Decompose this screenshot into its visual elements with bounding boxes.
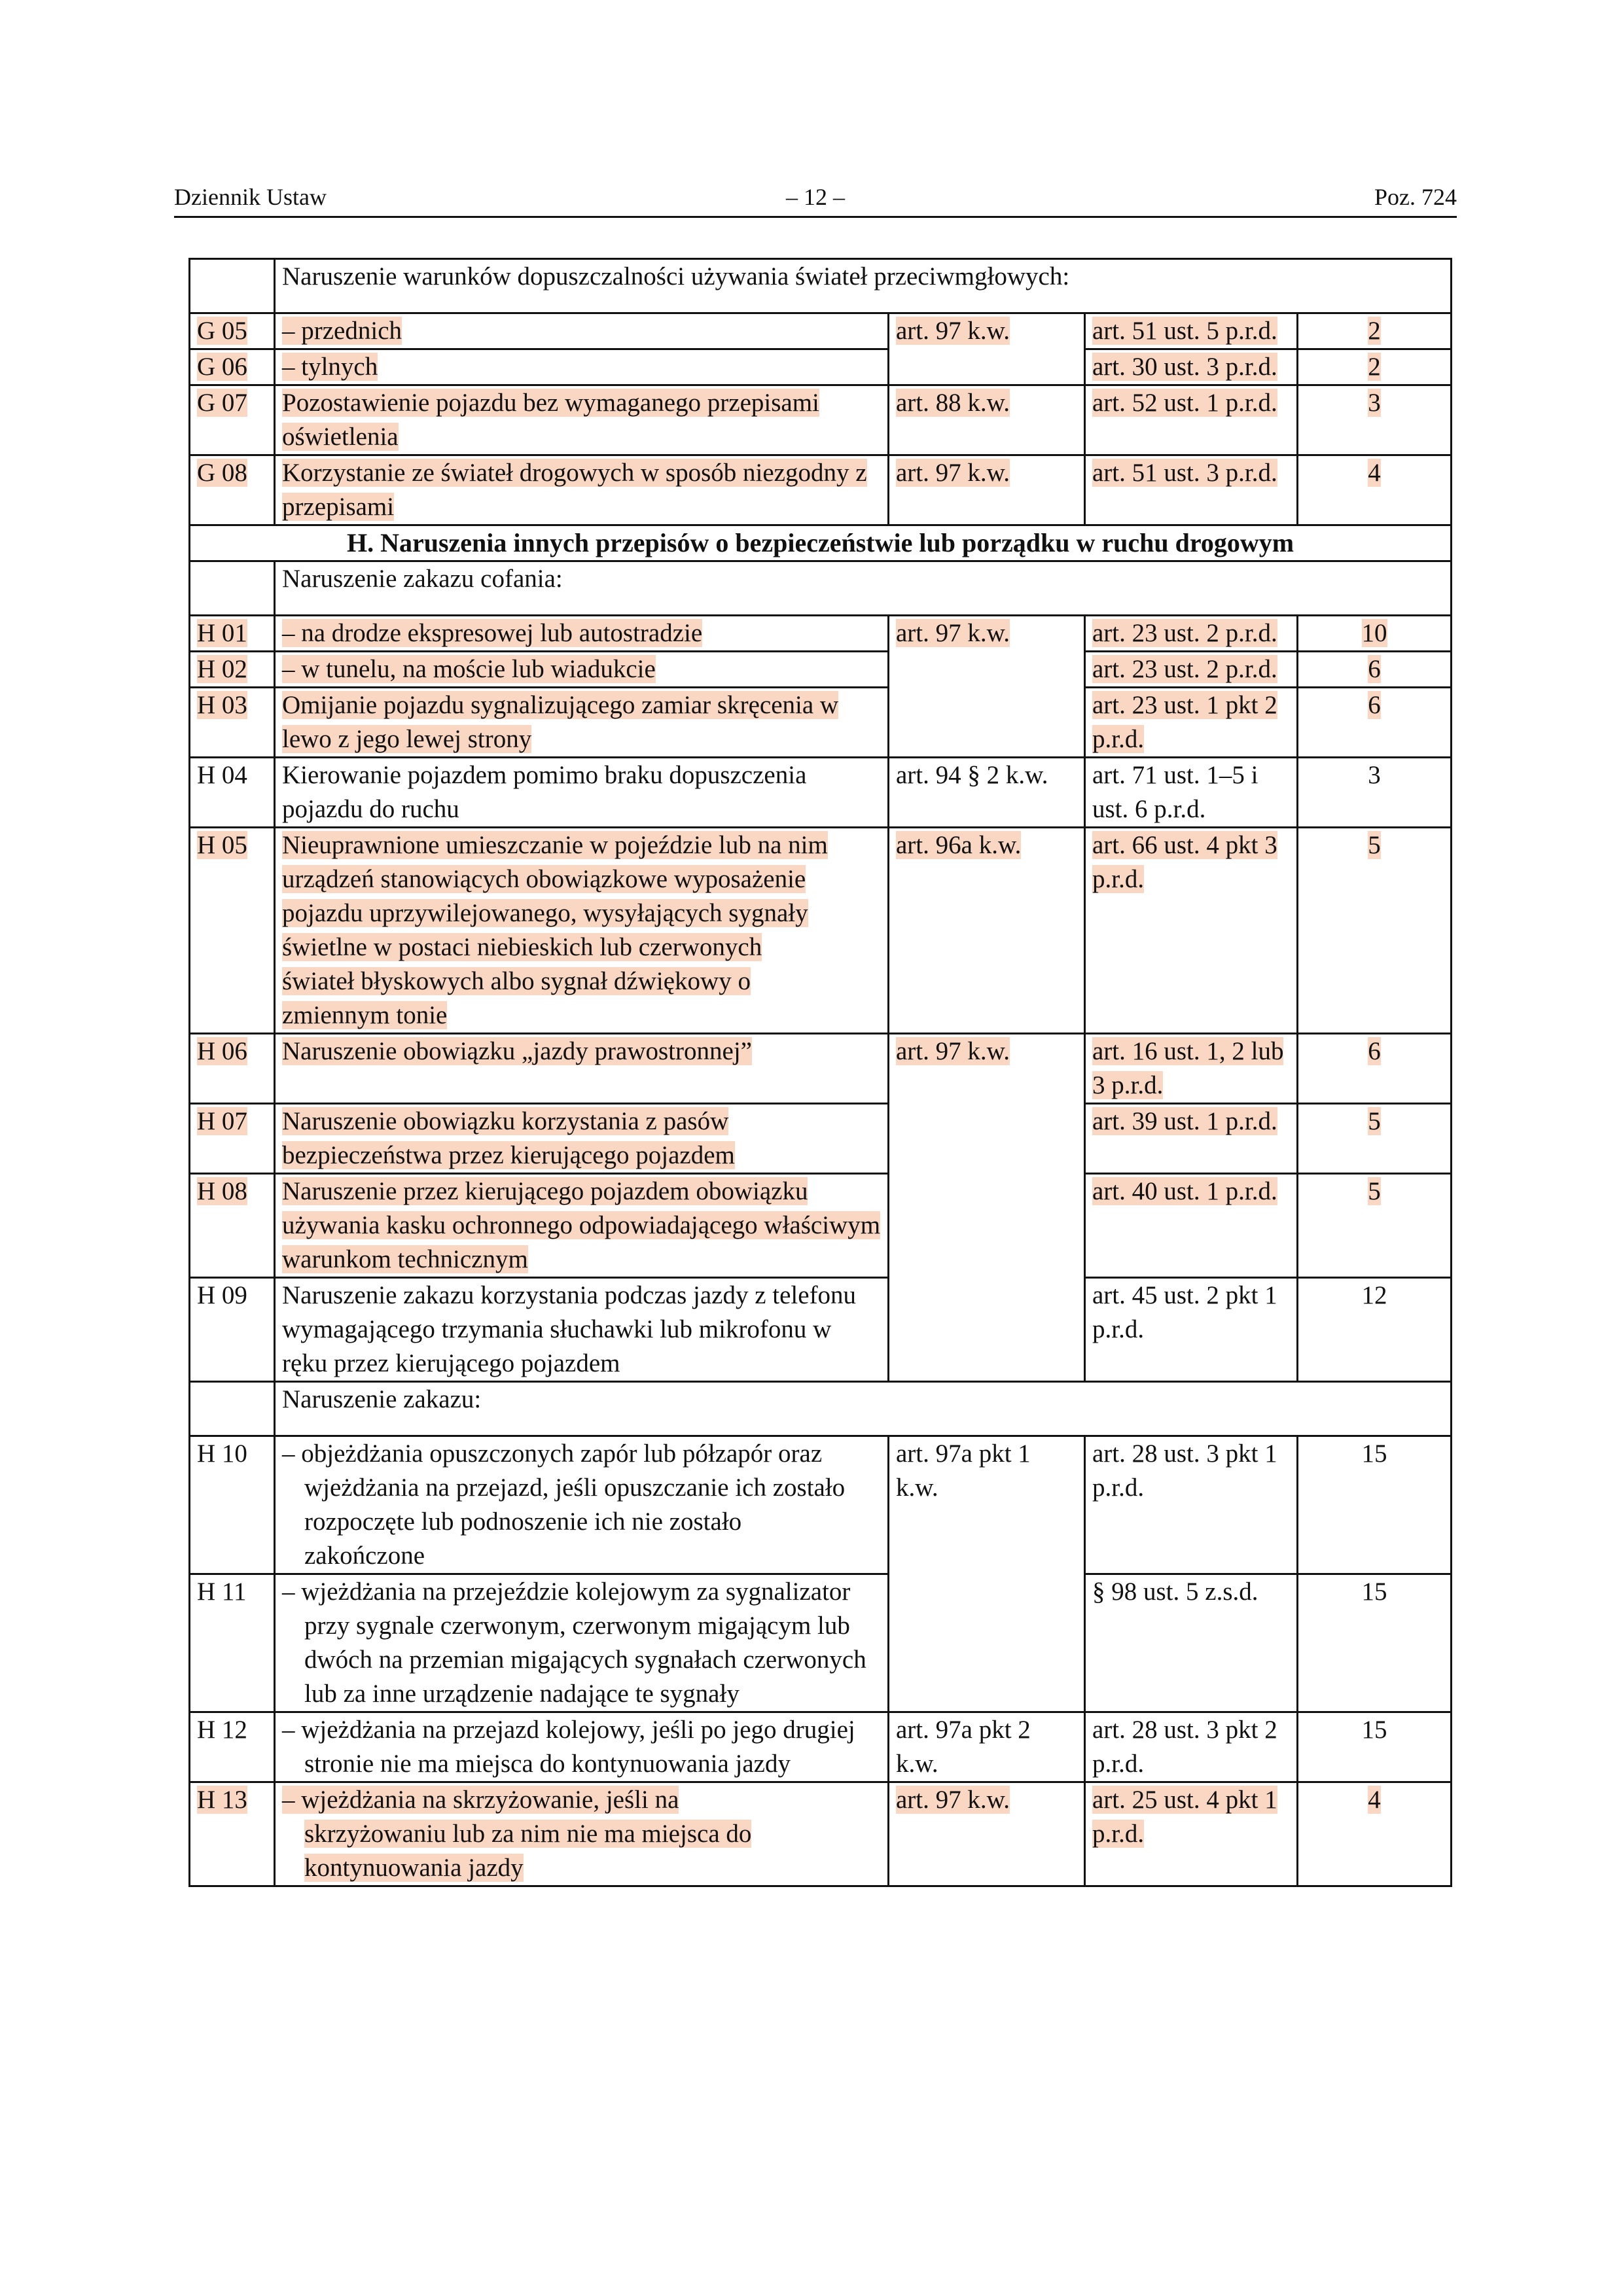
row-points: 6 [1368, 1037, 1381, 1065]
row-article-empty [889, 1278, 1085, 1382]
row-article: art. 97 k.w. [896, 459, 1010, 487]
row-code: H 05 [197, 831, 247, 859]
row-description: Kierowanie pojazdem pomimo braku dopuszczenia pojazdu do ruchu [282, 761, 807, 823]
row-points: 4 [1368, 459, 1381, 487]
table-row [190, 1104, 1452, 1174]
row-article: art. 97a pkt 1 k.w. [896, 1439, 1031, 1502]
row-description: – wjeżdżania na przejazd kolejowy, jeśli po jego drugiej stronie nie ma miejsca do kontynuowania jazdy [282, 1716, 855, 1778]
row-reference: art. 66 ust. 4 pkt 3 p.r.d. [1092, 831, 1277, 893]
table-row [190, 616, 1452, 652]
row-points: 2 [1368, 317, 1381, 345]
row-code: G 08 [197, 459, 247, 487]
row-reference: art. 23 ust. 2 p.r.d. [1092, 655, 1277, 683]
code-cell [190, 1382, 275, 1436]
row-description: Korzystanie ze świateł drogowych w sposób niezgodny z przepisami [282, 459, 867, 521]
code-cell [190, 561, 275, 616]
row-reference: art. 25 ust. 4 pkt 1 p.r.d. [1092, 1786, 1277, 1848]
row-points: 3 [1368, 389, 1381, 417]
row-description: – w tunelu, na moście lub wiadukcie [282, 655, 656, 683]
row-points: 5 [1368, 1177, 1381, 1205]
row-article-empty [889, 1574, 1085, 1712]
row-article: art. 97 k.w. [896, 619, 1010, 647]
row-description: Naruszenie przez kierującego pojazdem obowiązku używania kasku ochronnego odpowiadającego właściwym warunkom technicznym [282, 1177, 881, 1273]
penalty-points-table [188, 258, 1452, 1887]
table-row [190, 1034, 1452, 1104]
table-row [190, 561, 1452, 616]
row-points: 3 [1368, 761, 1381, 789]
row-points: 4 [1368, 1786, 1381, 1814]
row-points: 10 [1361, 619, 1387, 647]
row-reference: art. 16 ust. 1, 2 lub 3 p.r.d. [1092, 1037, 1284, 1099]
table-row [190, 259, 1452, 313]
row-code: H 04 [197, 761, 247, 789]
row-description: – wjeżdżania na skrzyżowanie, jeśli na skrzyżowaniu lub za nim nie ma miejsca do kontynuowania jazdy [282, 1786, 752, 1882]
row-description: Nieuprawnione umieszczanie w pojeździe lub na nim urządzeń stanowiących obowiązkowe wyposażenie pojazdu uprzywilejowanego, wysyłających sygnały świetlne w postaci niebieskich lub czerwonych świateł błyskowych albo sygnał dźwiękowy o zmiennym tonie [282, 831, 828, 1029]
page-header [174, 177, 1457, 218]
row-points: 5 [1368, 1107, 1381, 1135]
position-number: Poz. 724 [1374, 184, 1457, 210]
row-reference: art. 40 ust. 1 p.r.d. [1092, 1177, 1277, 1205]
table-row [190, 758, 1452, 828]
row-reference: art. 28 ust. 3 pkt 2 p.r.d. [1092, 1716, 1277, 1778]
row-reference: art. 71 ust. 1–5 i ust. 6 p.r.d. [1092, 761, 1258, 823]
row-reference: art. 45 ust. 2 pkt 1 p.r.d. [1092, 1281, 1277, 1343]
row-article-empty [889, 1174, 1085, 1278]
table-row [190, 1174, 1452, 1278]
row-code: H 13 [197, 1786, 247, 1814]
table-row [190, 1712, 1452, 1782]
row-points: 15 [1361, 1439, 1387, 1468]
row-article: art. 97 k.w. [896, 317, 1010, 345]
row-reference: § 98 ust. 5 z.s.d. [1092, 1578, 1258, 1606]
row-article-empty [889, 349, 1085, 385]
row-code: H 10 [197, 1439, 247, 1468]
row-article: art. 94 § 2 k.w. [896, 761, 1048, 789]
subheading-reversing: Naruszenie zakazu cofania: [275, 561, 1452, 616]
row-points: 12 [1361, 1281, 1387, 1309]
table-row [190, 349, 1452, 385]
table-row [190, 1782, 1452, 1886]
table-row [190, 828, 1452, 1034]
row-reference: art. 51 ust. 5 p.r.d. [1092, 317, 1277, 345]
row-description: Omijanie pojazdu sygnalizującego zamiar skręcenia w lewo z jego lewej strony [282, 691, 839, 753]
row-code: H 11 [197, 1578, 247, 1606]
row-code: G 05 [197, 317, 247, 345]
row-reference: art. 39 ust. 1 p.r.d. [1092, 1107, 1277, 1135]
row-code: H 07 [197, 1107, 247, 1135]
table-row [190, 1278, 1452, 1382]
row-description: – na drodze ekspresowej lub autostradzie [282, 619, 703, 647]
table-row [190, 313, 1452, 349]
subheading-fog-lights: Naruszenie warunków dopuszczalności używania świateł przeciwmgłowych: [275, 259, 1452, 313]
row-points: 6 [1368, 691, 1381, 719]
code-cell [190, 259, 275, 313]
subheading-ban: Naruszenie zakazu: [275, 1382, 1452, 1436]
row-points: 2 [1368, 353, 1381, 381]
row-article: art. 97 k.w. [896, 1037, 1010, 1065]
row-description: Naruszenie zakazu korzystania podczas jazdy z telefonu wymagającego trzymania słuchawki lub mikrofonu w ręku przez kierującego pojazdem [282, 1281, 857, 1377]
row-article-empty [889, 1104, 1085, 1174]
row-code: H 02 [197, 655, 247, 683]
row-description: Naruszenie obowiązku „jazdy prawostronnej” [282, 1037, 752, 1065]
section-heading: H. Naruszenia innych przepisów o bezpieczeństwie lub porządku w ruchu drogowym [190, 525, 1452, 561]
row-points: 15 [1361, 1578, 1387, 1606]
row-reference: art. 52 ust. 1 p.r.d. [1092, 389, 1277, 417]
row-code: H 09 [197, 1281, 247, 1309]
row-reference: art. 23 ust. 1 pkt 2 p.r.d. [1092, 691, 1277, 753]
table-row [190, 455, 1452, 525]
row-article-empty [889, 652, 1085, 688]
row-code: H 03 [197, 691, 247, 719]
row-article: art. 88 k.w. [896, 389, 1010, 417]
row-description: – przednich [282, 317, 402, 345]
row-reference: art. 23 ust. 2 p.r.d. [1092, 619, 1277, 647]
row-description: Naruszenie obowiązku korzystania z pasów bezpieczeństwa przez kierującego pojazdem [282, 1107, 735, 1169]
row-code: G 06 [197, 353, 247, 381]
row-reference: art. 30 ust. 3 p.r.d. [1092, 353, 1277, 381]
table-row [190, 1574, 1452, 1712]
row-code: G 07 [197, 389, 247, 417]
row-reference: art. 51 ust. 3 p.r.d. [1092, 459, 1277, 487]
row-code: H 06 [197, 1037, 247, 1065]
row-description: Pozostawienie pojazdu bez wymaganego przepisami oświetlenia [282, 389, 819, 451]
table-row [190, 525, 1452, 561]
table-row [190, 1382, 1452, 1436]
row-article-empty [889, 688, 1085, 758]
row-code: H 08 [197, 1177, 247, 1205]
row-article: art. 96a k.w. [896, 831, 1022, 859]
row-article: art. 97a pkt 2 k.w. [896, 1716, 1031, 1778]
row-code: H 01 [197, 619, 247, 647]
table-row [190, 385, 1452, 455]
row-points: 5 [1368, 831, 1381, 859]
table-row [190, 652, 1452, 688]
table-row [190, 688, 1452, 758]
row-article: art. 97 k.w. [896, 1786, 1010, 1814]
row-points: 15 [1361, 1716, 1387, 1744]
page-number: – 12 – [786, 184, 845, 210]
table-row [190, 1436, 1452, 1574]
row-reference: art. 28 ust. 3 pkt 1 p.r.d. [1092, 1439, 1277, 1502]
journal-title: Dziennik Ustaw [174, 184, 327, 210]
row-code: H 12 [197, 1716, 247, 1744]
row-description: – objeżdżania opuszczonych zapór lub półzapór oraz wjeżdżania na przejazd, jeśli opuszczanie ich zostało rozpoczęte lub podnoszenie ich nie zostało zakończone [282, 1439, 846, 1570]
row-description: – tylnych [282, 353, 378, 381]
row-points: 6 [1368, 655, 1381, 683]
row-description: – wjeżdżania na przejeździe kolejowym za sygnalizator przy sygnale czerwonym, czerwonym migającym lub dwóch na przemian migających sygnałach czerwonych lub za inne urządzenie nadające te sygnały [282, 1578, 866, 1708]
